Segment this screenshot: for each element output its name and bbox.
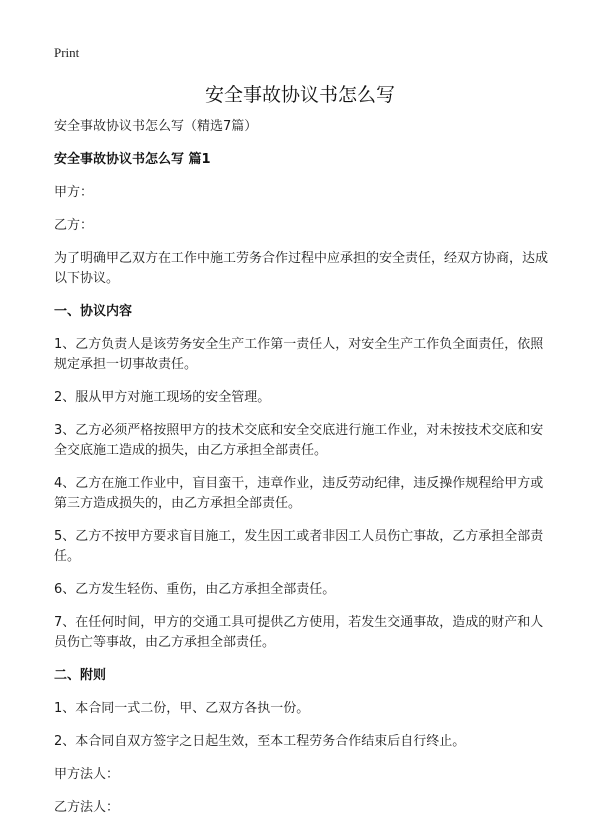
clause-3: 3、乙方必须严格按照甲方的技术交底和安全交底进行施工作业，对未按技术交底和安全交底施工造成的损失，由乙方承担全部责任。	[54, 423, 544, 458]
appendix-1: 1、本合同一式二份，甲、乙双方各执一份。	[54, 701, 310, 716]
section-heading: 安全事故协议书怎么写 篇1	[54, 152, 211, 167]
clause-1: 1、乙方负责人是该劳务安全生产工作第一责任人，对安全生产工作负全面责任，依照规定承担一切事故责任。	[54, 337, 544, 372]
appendix-2: 2、本合同自双方签字之日起生效，至本工程劳务合作结束后自行终止。	[54, 734, 466, 749]
intro-paragraph: 为了明确甲乙双方在工作中施工劳务合作过程中应承担的安全责任，经双方协商，达成以下协议。	[54, 251, 549, 286]
clause-2: 2、服从甲方对施工现场的安全管理。	[54, 390, 271, 405]
party-b-signature-label: 乙方法人：	[54, 800, 120, 815]
party-a-signature-label: 甲方法人：	[54, 767, 120, 782]
print-link[interactable]: Print	[54, 45, 80, 60]
part2-heading: 二、附则	[54, 668, 107, 683]
clause-7: 7、在任何时间，甲方的交通工具可提供乙方使用，若发生交通事故，造成的财产和人员伤亡等事故，由乙方承担全部责任。	[54, 615, 544, 650]
clause-4: 4、乙方在施工作业中，盲目蛮干，违章作业，违反劳动纪律，违反操作规程给甲方或第三方造成损失的，由乙方承担全部责任。	[54, 476, 544, 511]
party-a-label: 甲方：	[54, 185, 94, 200]
part1-heading: 一、协议内容	[54, 304, 133, 319]
subtitle: 安全事故协议书怎么写（精选7篇）	[54, 119, 258, 134]
clause-6: 6、乙方发生轻伤、重伤，由乙方承担全部责任。	[54, 582, 336, 597]
clause-5: 5、乙方不按甲方要求盲目施工，发生因工或者非因工人员伤亡事故，乙方承担全部责任。	[54, 529, 544, 564]
document-body	[54, 117, 554, 818]
page-title: 安全事故协议书怎么写	[204, 84, 395, 106]
party-b-label: 乙方：	[54, 218, 94, 233]
